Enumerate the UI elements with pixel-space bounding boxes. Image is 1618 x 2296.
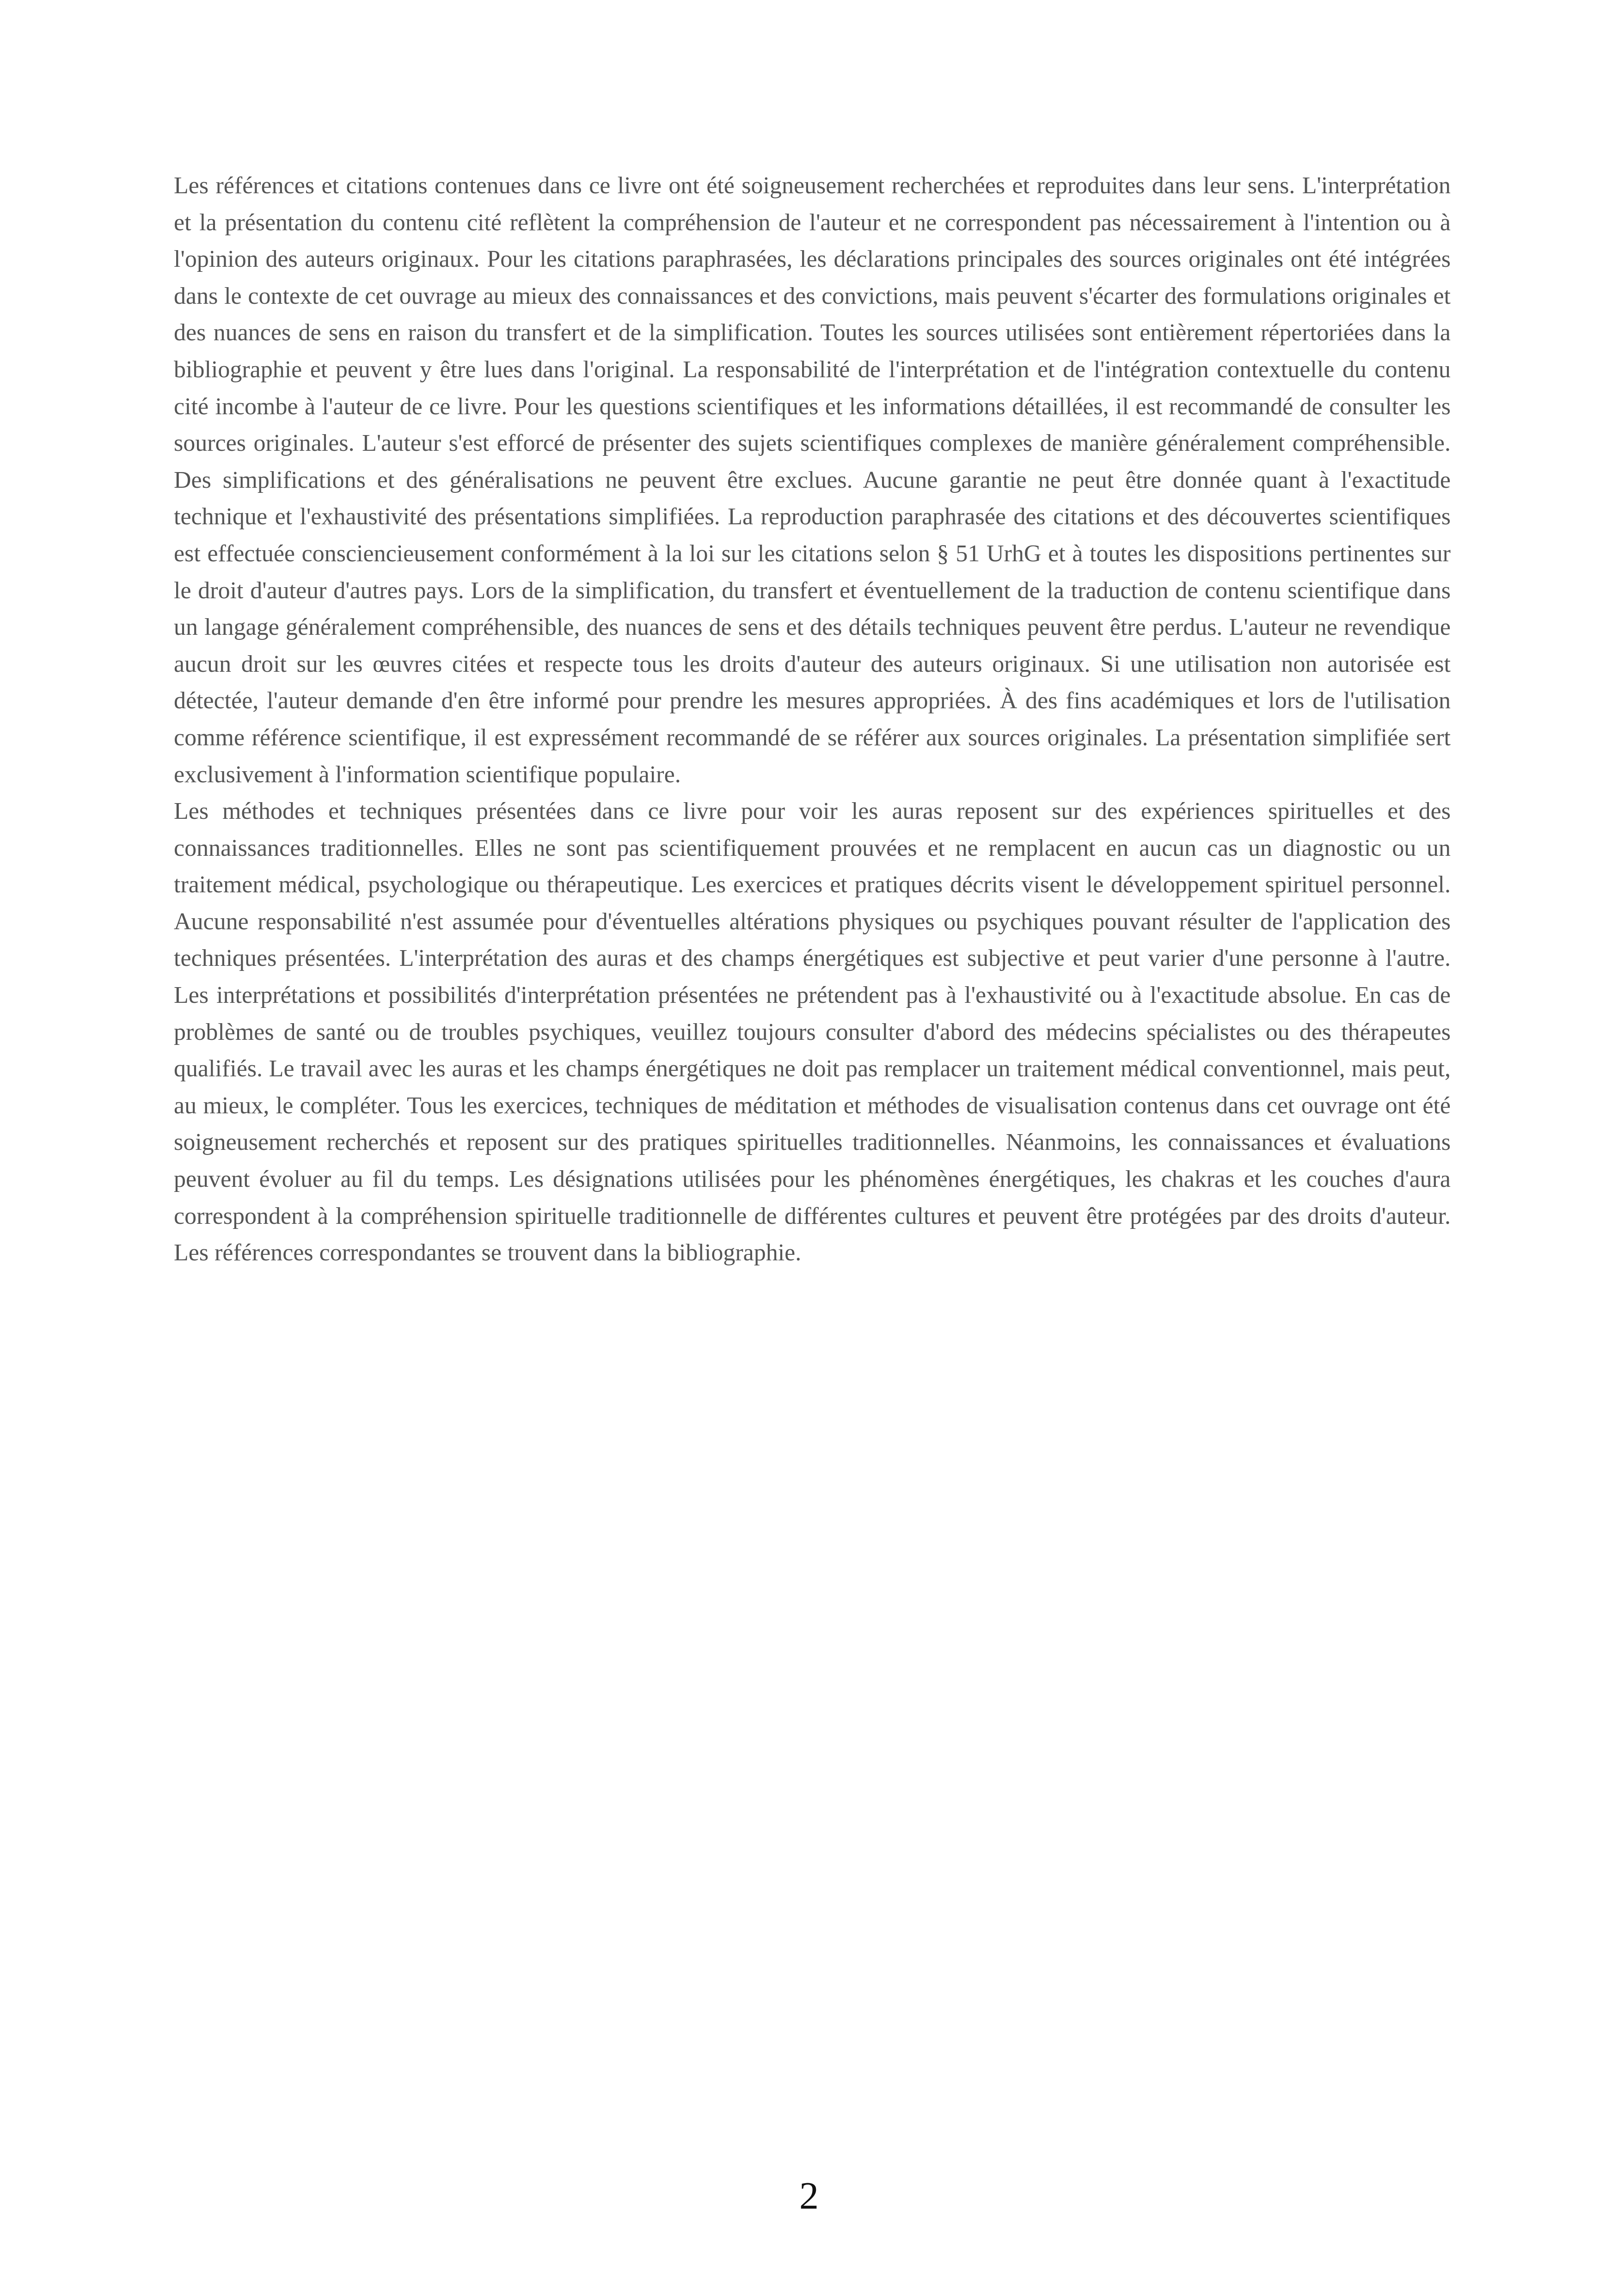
paragraph-aura-methods-disclaimer: Les méthodes et techniques présentées dans ce livre pour voir les auras reposent sur des expériences spirituelles et des connaissances traditionnelles. Elles ne sont pas scientifiquement prouvées et ne remplacent en aucun cas un diagnostic ou un traitement médical, psychologique ou thérapeutique. Les exercices et pratiques décrits visent le développement spirituel personnel. Aucune responsabilité n'est assumée pour d'éventuelles altérations physiques ou psychiques pouvant résulter de l'application des techniques présentées. L'interprétation des auras et des champs énergétiques est subjective et peut varier d'une personne à l'autre. Les interprétations et possibilités d'interprétation présentées ne prétendent pas à l'exhaustivité ou à l'exactitude absolue. En cas de problèmes de santé ou de troubles psychiques, veuillez toujours consulter d'abord des médecins spécialistes ou des thérapeutes qualifiés. Le travail avec les auras et les champs énergétiques ne doit pas remplacer un traitement médical conventionnel, mais peut, au mieux, le compléter. Tous les exercices, techniques de méditation et méthodes de visualisation contenus dans cet ouvrage ont été soigneusement recherchés et reposent sur des pratiques spirituelles traditionnelles. Néanmoins, les connaissances et évaluations peuvent évoluer au fil du temps. Les désignations utilisées pour les phénomènes énergétiques, les chakras et les couches d'aura correspondent à la compréhension spirituelle traditionnelle de différentes cultures et peuvent être protégées par des droits d'auteur. Les références correspondantes se trouvent dans la bibliographie. bbox=[174, 798, 1451, 1266]
page-number: 2 bbox=[799, 2174, 819, 2217]
paragraph-citations-disclaimer: Les références et citations contenues dans ce livre ont été soigneusement recherchées et reproduites dans leur sens. L'interprétation et la présentation du contenu cité reflètent la compréhension de l'auteur et ne correspondent pas nécessairement à l'intention ou à l'opinion des auteurs originaux. Pour les citations paraphrasées, les déclarations principales des sources originales ont été intégrées dans le contexte de cet ouvrage au mieux des connaissances et des convictions, mais peuvent s'écarter des formulations originales et des nuances de sens en raison du transfert et de la simplification. Toutes les sources utilisées sont entièrement répertoriées dans la bibliographie et peuvent y être lues dans l'original. La responsabilité de l'interprétation et de l'intégration contextuelle du contenu cité incombe à l'auteur de ce livre. Pour les questions scientifiques et les informations détaillées, il est recommandé de consulter les sources originales. L'auteur s'est efforcé de présenter des sujets scientifiques complexes de manière généralement compréhensible. Des simplifications et des généralisations ne peuvent être exclues. Aucune garantie ne peut être donnée quant à l'exactitude technique et l'exhaustivité des présentations simplifiées. La reproduction paraphrasée des citations et des découvertes scientifiques est effectuée consciencieusement conformément à la loi sur les citations selon § 51 UrhG et à toutes les dispositions pertinentes sur le droit d'auteur d'autres pays. Lors de la simplification, du transfert et éventuellement de la traduction de contenu scientifique dans un langage généralement compréhensible, des nuances de sens et des détails techniques peuvent être perdus. L'auteur ne revendique aucun droit sur les œuvres citées et respecte tous les droits d'auteur des auteurs originaux. Si une utilisation non autorisée est détectée, l'auteur demande d'en être informé pour prendre les mesures appropriées. À des fins académiques et lors de l'utilisation comme référence scientifique, il est expressément recommandé de se référer aux sources originales. La présentation simplifiée sert exclusivement à l'information scientifique populaire. bbox=[174, 172, 1451, 788]
body-text bbox=[174, 167, 1451, 1271]
